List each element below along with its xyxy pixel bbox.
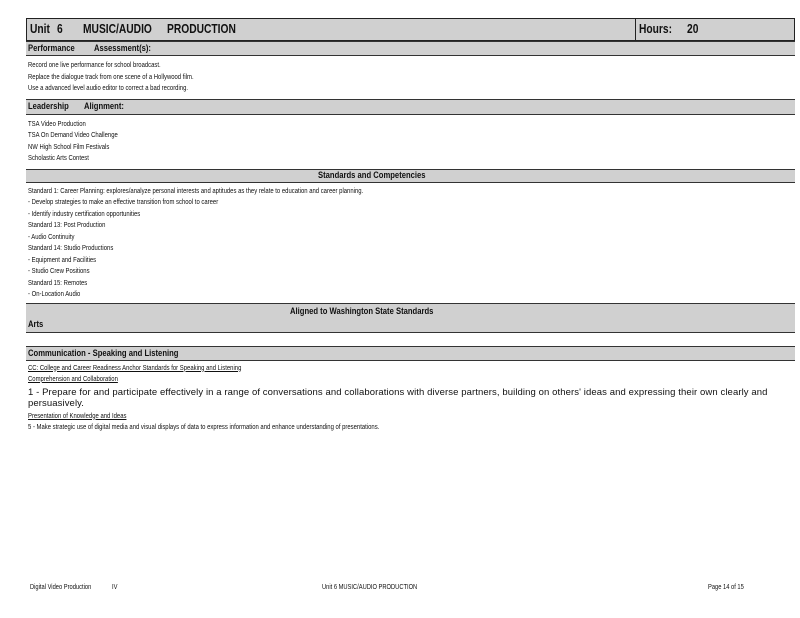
list-item: - On-Location Audio [28, 289, 81, 298]
footer-unit: Unit 6 MUSIC/AUDIO PRODUCTION [322, 582, 418, 591]
list-item: - Studio Crew Positions [28, 266, 90, 275]
communication-heading: Communication - Speaking and Listening [28, 347, 179, 358]
performance-items [26, 56, 795, 99]
unit-name-part-2: PRODUCTION [167, 22, 236, 36]
list-item: Scholastic Arts Contest [28, 153, 89, 162]
list-item: Standard 13: Post Production [28, 220, 106, 229]
alignment-label: Alignment: [84, 100, 124, 111]
aligned-band [26, 303, 795, 333]
cc-line: CC: College and Career Readiness Anchor Standards for Speaking and Listening [28, 362, 242, 372]
unit-header [26, 18, 795, 41]
unit-label: Unit [30, 22, 50, 36]
aligned-subheading: Arts [28, 318, 44, 329]
comprehension-heading: Comprehension and Collaboration [28, 374, 118, 383]
standards-heading: Standards and Competencies [318, 169, 426, 180]
hours-label: Hours: [639, 22, 673, 36]
list-item: - Develop strategies to make an effective transition from school to career [28, 197, 219, 206]
footer-course: Digital Video Production [30, 582, 92, 591]
leadership-items [26, 115, 795, 169]
communication-band [26, 346, 795, 361]
list-item: NW High School Film Festivals [28, 141, 110, 151]
list-item: TSA On Demand Video Challenge [28, 130, 118, 139]
performance-label: Performance [28, 43, 75, 53]
unit-number: 6 [57, 22, 63, 36]
standards-list [26, 183, 795, 303]
list-item: Standard 15: Remotes [28, 277, 88, 287]
header-divider [635, 19, 636, 40]
list-item: Record one live performance for school broadcast. [28, 60, 161, 69]
standards-band [26, 169, 795, 183]
curriculum-page [26, 18, 795, 434]
list-item: Standard 1: Career Planning: explores/analyze personal interests and aptitudes as they relate to education and career planning. [28, 185, 364, 195]
leadership-band [26, 99, 795, 115]
standard-5-text: 5 - Make strategic use of digital media and visual displays of data to express information and enhance understanding of presentations. [28, 422, 380, 431]
footer-level: IV [112, 582, 118, 591]
assessment-label: Assessment(s): [94, 43, 151, 53]
aligned-heading: Aligned to Washington State Standards [290, 305, 434, 316]
communication-content [26, 361, 795, 434]
list-item: Standard 14: Studio Productions [28, 243, 114, 252]
standard-1-text: 1 - Prepare for and participate effectively in a range of conversations and collaborations with diverse partners, building on others' ideas and expressing their own clearly and persuasively. [28, 386, 768, 409]
page-footer [30, 582, 770, 594]
list-item: - Equipment and Facilities [28, 254, 97, 264]
hours-value: 20 [687, 22, 699, 36]
list-item: - Identify industry certification opportunities [28, 208, 141, 218]
list-item: TSA Video Production [28, 118, 86, 128]
list-item: Replace the dialogue track from one scene of a Hollywood film. [28, 71, 194, 81]
performance-band [26, 41, 795, 56]
presentation-heading: Presentation of Knowledge and Ideas [28, 410, 127, 420]
list-item: - Audio Continuity [28, 231, 75, 241]
leadership-label: Leadership [28, 100, 69, 111]
footer-page-number: Page 14 of 15 [708, 582, 744, 591]
list-item: Use a advanced level audio editor to correct a bad recording. [28, 83, 189, 92]
unit-name-part-1: MUSIC/AUDIO [83, 22, 152, 36]
